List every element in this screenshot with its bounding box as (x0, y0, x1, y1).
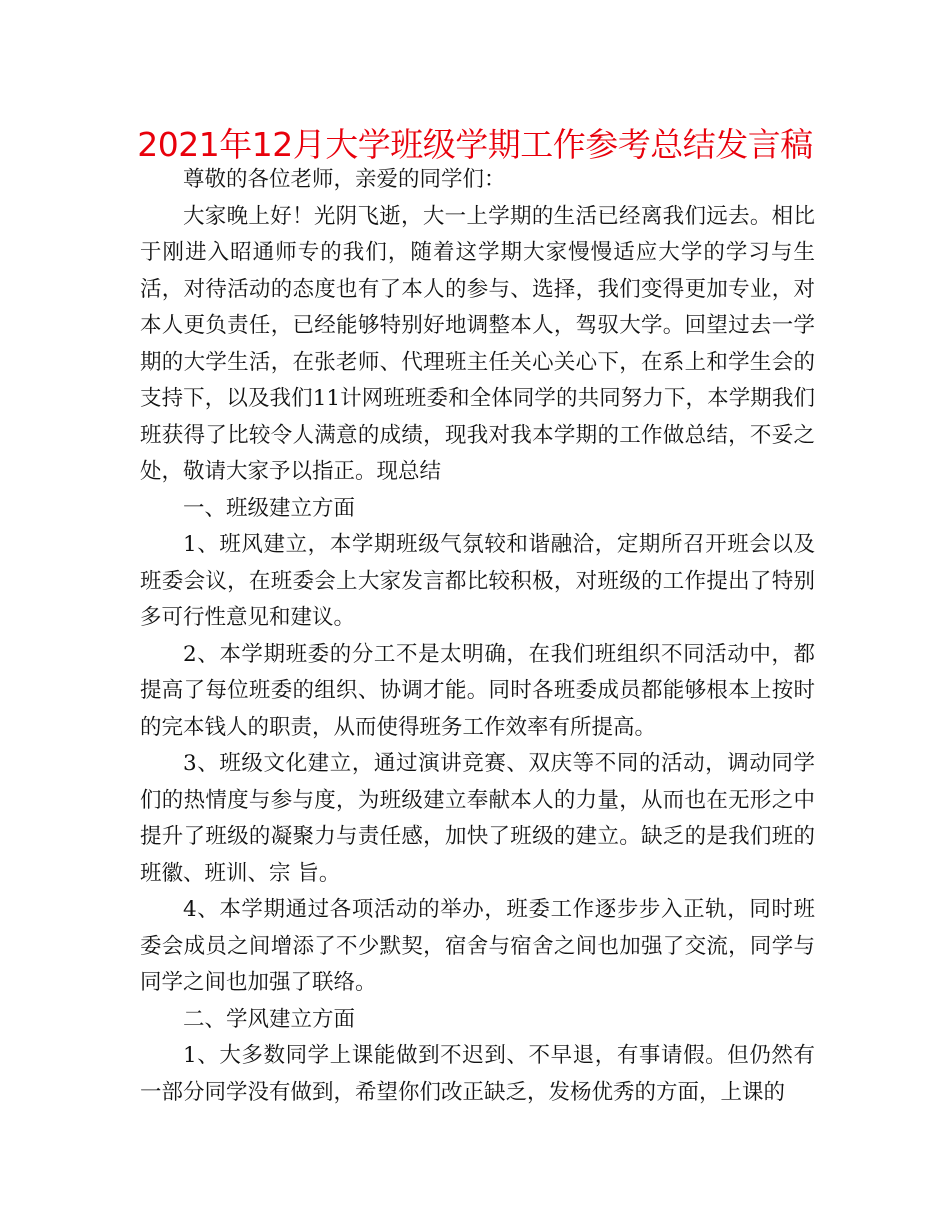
paragraph-item: 2、本学期班委的分工不是太明确，在我们班组织不同活动中，都提高了每位班委的组织、协调才能。同时各班委成员都能够根本上按时的完本钱人的职责，从而使得班务工作效率有所提高。 (140, 641, 815, 740)
document-title: 2021年12月大学班级学期工作参考总结发言稿 (137, 125, 813, 164)
paragraph-item: 4、本学期通过各项活动的举办，班委工作逐步步入正轨，同时班委会成员之间增添了不少默契，宿舍与宿舍之间也加强了交流，同学与同学之间也加强了联络。 (140, 897, 815, 995)
paragraph-item: 1、大多数同学上课能做到不迟到、不早退，有事请假。但仍然有一部分同学没有做到，希望你们改正缺乏，发杨优秀的方面，上课的 (140, 1043, 815, 1105)
greeting: 尊敬的各位老师，亲爱的同学们： (183, 167, 506, 192)
paragraph-item: 3、班级文化建立，通过演讲竞赛、双庆等不同的活动，调动同学们的热情度与参与度，为班级建立奉献本人的力量，从而也在无形之中提升了班级的凝聚力与责任感，加快了班级的建立。缺乏的是我们班的班徽、班训、宗 旨。 (140, 751, 815, 886)
paragraph-intro: 大家晚上好！光阴飞逝，大一上学期的生活已经离我们远去。相比于刚进入昭通师专的我们，随着这学期大家慢慢适应大学的学习与生活，对待活动的态度也有了本人的参与、选择，我们变得更加专业，对本人更负责任，已经能够特别好地调整本人，驾驭大学。回望过去一学期的大学生活，在张老师、代理班主任关心关心下，在系上和学生会的支持下，以及我们11计网班班委和全体同学的共同努力下，本学期我们班获得了比较令人满意的成绩，现我对我本学期的工作做总结，不妥之处，敬请大家予以指正。现总结 (140, 203, 815, 484)
paragraph-item: 1、班风建立，本学期班级气氛较和谐融洽，定期所召开班会以及班委会议，在班委会上大家发言都比较积极，对班级的工作提出了特别多可行性意见和建议。 (140, 532, 815, 630)
document-body (140, 162, 815, 1111)
section-heading-study-style: 二、学风建立方面 (183, 1006, 356, 1032)
section-heading-class-building: 一、班级建立方面 (183, 495, 356, 521)
